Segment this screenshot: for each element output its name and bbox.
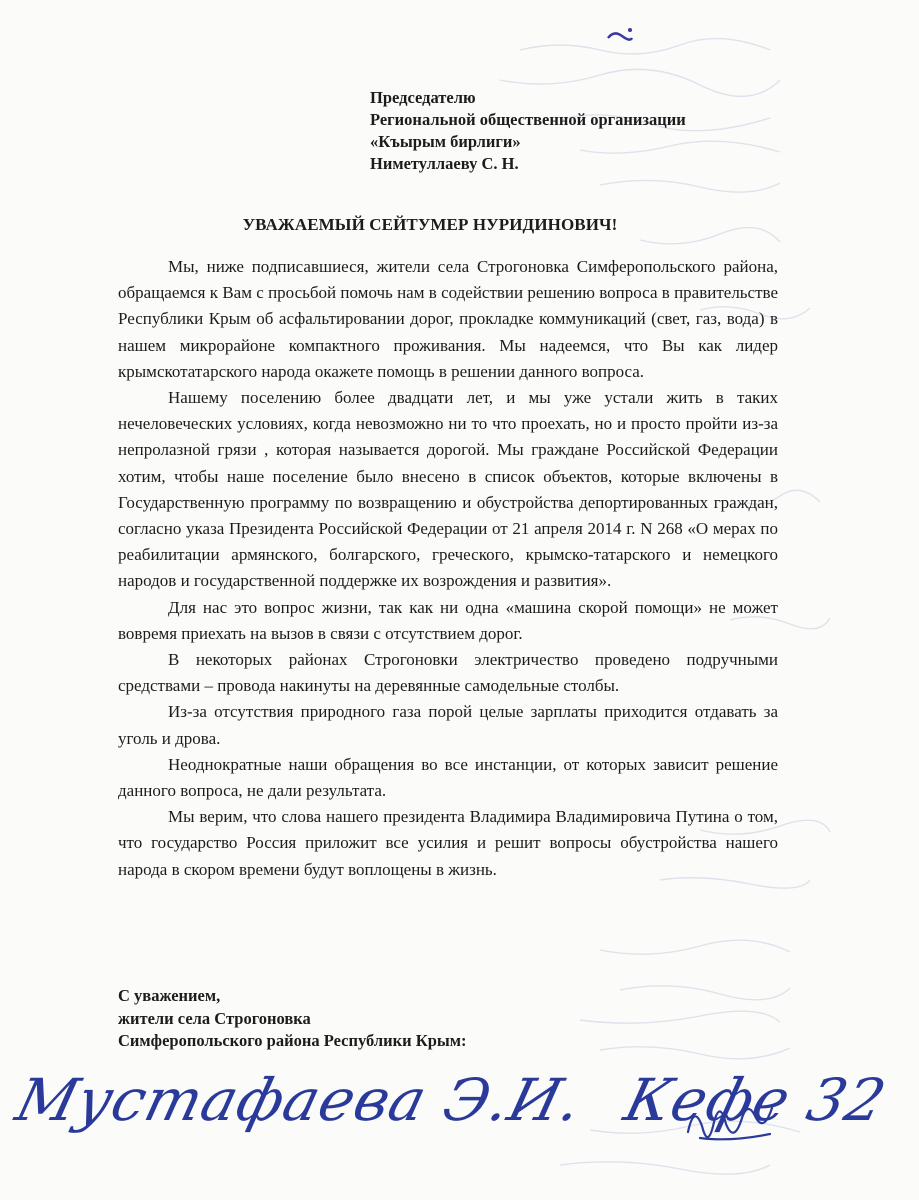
- closing-block: [118, 985, 678, 1053]
- closing-residents: жители села Строгоновка: [118, 1008, 311, 1028]
- signature-name: Мустафаева Э.И.: [9, 1066, 590, 1134]
- paragraph: Неоднократные наши обращения во все инстанции, от которых зависит решение данного вопроса, не дали результата.: [118, 754, 778, 801]
- paragraph: Мы верим, что слова нашего президента Владимира Владимировича Путина о том, что государство Россия приложит все усилия и решит вопросы обустройства нашего народа в скором времени будут воплощены в жизнь.: [118, 807, 778, 879]
- closing-district: Симферопольского района Республики Крым:: [118, 1031, 467, 1050]
- closing-regards: С уважением,: [118, 986, 221, 1005]
- ink-mark: [600, 20, 640, 50]
- paragraph: В некоторых районах Строгоновки электричество проведено подручными средствами – провода накинуты на деревянные самодельные столбы.: [118, 650, 778, 696]
- addressee-organization-name: «Къырым бирлиги»: [370, 132, 521, 151]
- salutation: УВАЖАЕМЫЙ СЕЙТУМЕР НУРИДИНОВИЧ!: [242, 215, 618, 234]
- paragraph: Нашему поселению более двадцати лет, и мы уже устали жить в таких нечеловеческих условиях, когда невозможно ни то что проехать, но и просто пройти из-за непролазной грязи , которая называется дорогой. Мы граждане Российской Федерации хотим, чтобы наше поселение было внесено в список объектов, которые включены в Государственную программу по возвращению и обустройства депортированных граждан, согласно указа Президента Российской Федерации от 21 апреля 2014 г. N 268 «О мерах по реабилитации армянского, болгарского, греческого, крымско-татарского и немецкого народов и государственной поддержке их возрождения и развития».: [118, 388, 778, 591]
- addressee-organization: Региональной общественной организации: [370, 110, 686, 129]
- addressee-block: [370, 87, 810, 175]
- signature-scribble: [0, 1060, 860, 1200]
- signature-address: Кефе 32: [617, 1066, 894, 1134]
- addressee-name: Ниметуллаеву С. Н.: [370, 154, 519, 173]
- paragraph: Из-за отсутствия природного газа порой целые зарплаты приходится отдавать за уголь и дрова.: [118, 702, 778, 748]
- addressee-title: Председателю: [370, 88, 476, 107]
- paragraph: Для нас это вопрос жизни, так как ни одна «машина скорой помощи» не может вовремя приехать на вызов в связи с отсутствием дорог.: [118, 597, 778, 643]
- letter-body: [118, 254, 778, 883]
- paragraph: Мы, ниже подписавшиеся, жители села Строгоновка Симферопольского района, обращаемся к Вам с просьбой помочь нам в содействии решению вопроса в правительстве Республики Крым об асфальтировании дорог, прокладке коммуникаций (свет, газ, вода) в нашем микрорайоне компактного проживания. Мы надеемся, что Вы как лидер крымскотатарского народа окажете помощь в решении данного вопроса.: [118, 257, 778, 381]
